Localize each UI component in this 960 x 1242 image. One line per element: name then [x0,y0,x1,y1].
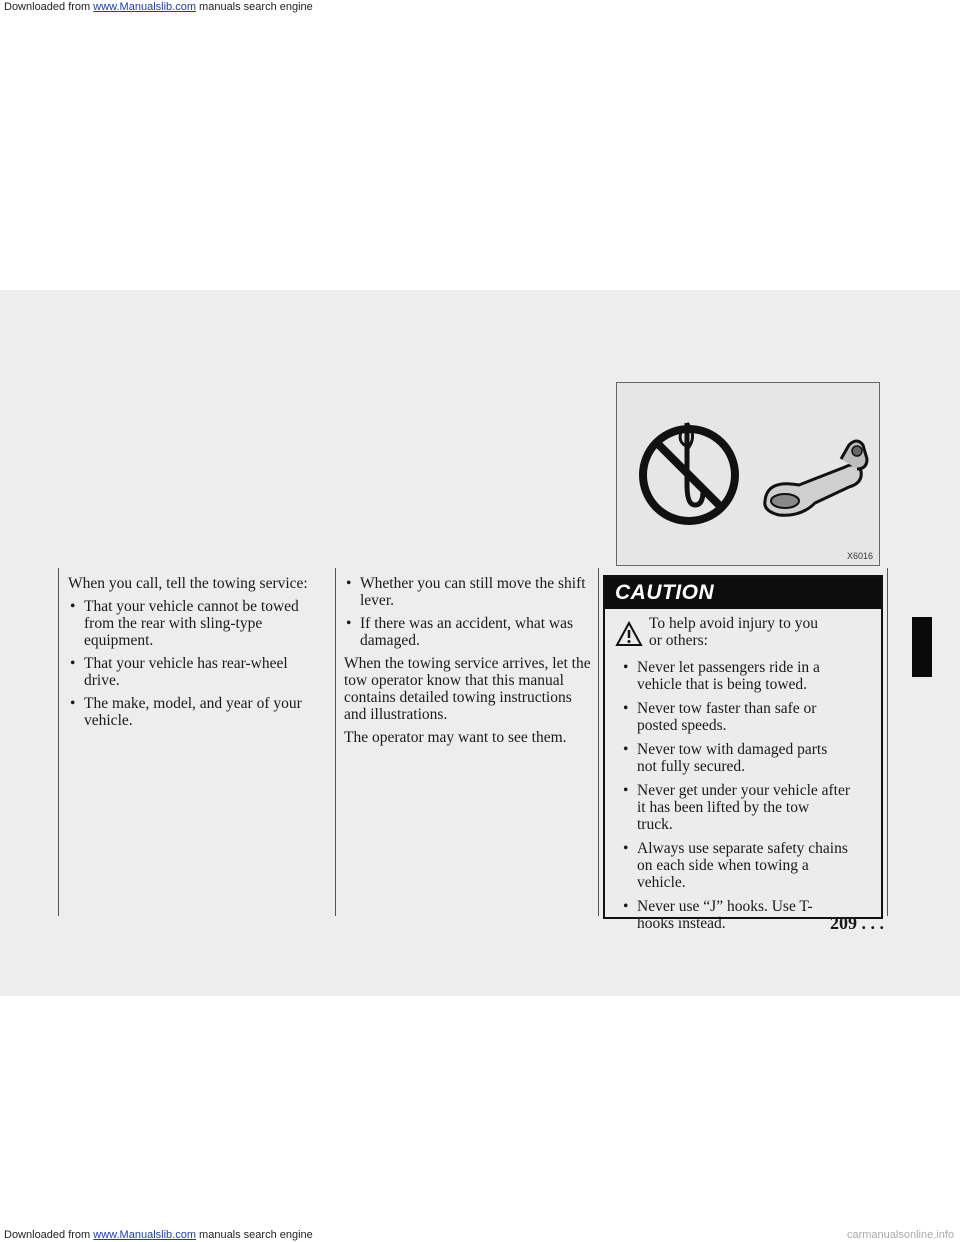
list-item: • Never tow with damaged parts not fully secured. [623,741,871,775]
towing-info-list [68,598,330,729]
caution-intro: To help avoid injury to you or others: [605,609,881,655]
list-item: • The make, model, and year of your vehicle. [68,695,330,729]
list-item: • Always use separate safety chains on each side when towing a vehicle. [623,840,871,891]
arrival-paragraph: When the towing service arrives, let the tow operator know that this manual contains detailed towing instructions and illustrations. [344,655,591,723]
tow-hook-illustration [616,382,880,566]
watermark: carmanualsonline.info [846,1229,954,1241]
list-item: • If there was an accident, what was damaged. [344,615,596,649]
list-item: • Never use “J” hooks. Use T- hooks instead. [623,898,871,932]
download-footer: Downloaded from www.Manualslib.com manuals search engine [4,1229,313,1241]
j-hook-icon [687,423,703,505]
column-divider-edge [887,568,888,916]
download-header: Downloaded from www.Manualslib.com manuals search engine [4,1,313,13]
caution-list [605,659,881,932]
section-tab-marker [912,617,932,677]
column-divider-middle [335,568,336,916]
caution-title: CAUTION [605,577,881,609]
column-divider-right [598,568,599,916]
towing-info-list-continued [344,575,596,649]
column-one [68,575,330,735]
no-j-hook-illustration [617,383,879,565]
page-number: 209 . . . [830,913,884,933]
manualslib-footer-link[interactable]: www.Manualslib.com [93,1229,196,1241]
warning-triangle-icon [615,621,643,647]
towing-intro: When you call, tell the towing service: [68,575,308,592]
manualslib-link[interactable]: www.Manualslib.com [93,1,196,13]
list-item: • Never get under your vehicle after it has been lifted by the tow truck. [623,782,871,833]
t-hook-icon [765,441,867,515]
list-item: • Never tow faster than safe or posted speeds. [623,700,871,734]
list-item: • That your vehicle cannot be towed from the rear with sling-type equipment. [68,598,330,649]
list-item: • That your vehicle has rear-wheel drive. [68,655,330,689]
column-two [344,575,596,752]
column-divider-left [58,568,59,916]
figure-code: X6016 [846,551,873,561]
list-item: • Never let passengers ride in a vehicle that is being towed. [623,659,871,693]
operator-paragraph: The operator may want to see them. [344,729,567,746]
list-item: • Whether you can still move the shift lever. [344,575,596,609]
